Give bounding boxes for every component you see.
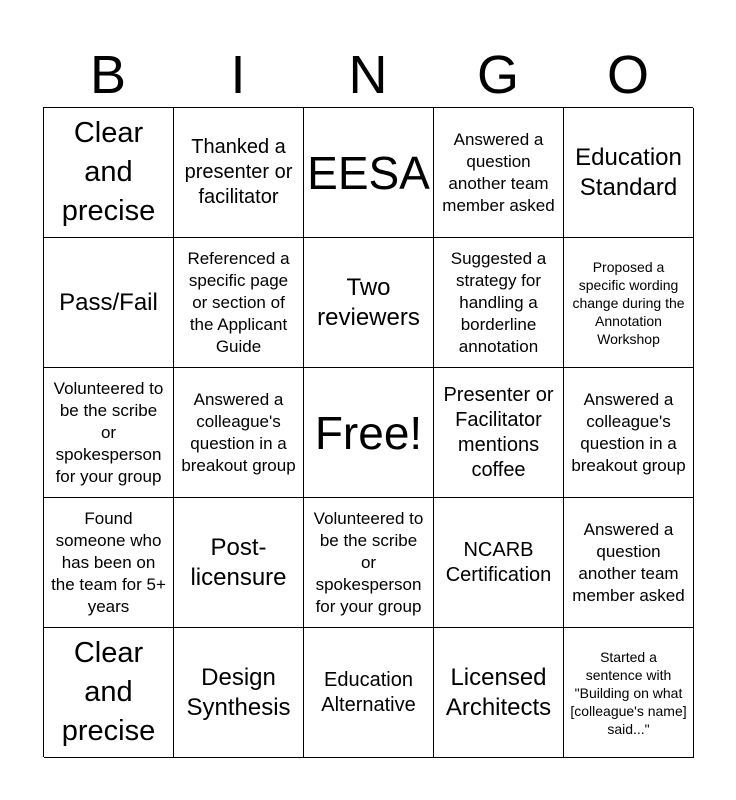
bingo-cell-text: Answered a colleague's question in a breakout group <box>571 389 686 475</box>
bingo-cell-text: Answered a colleague's question in a breakout group <box>181 389 296 475</box>
bingo-cell[interactable] <box>44 238 174 368</box>
bingo-cell-text: Found someone who has been on the team for 5+ years <box>51 508 166 616</box>
bingo-cell[interactable] <box>304 498 434 628</box>
bingo-cell[interactable] <box>434 238 564 368</box>
bingo-cell[interactable] <box>44 628 174 758</box>
bingo-cell[interactable] <box>174 108 304 238</box>
bingo-cell[interactable] <box>564 238 694 368</box>
header-letter-b: B <box>89 45 127 105</box>
bingo-cell[interactable] <box>434 498 564 628</box>
bingo-cell-text: Design Synthesis <box>186 663 291 721</box>
bingo-cell-text: Suggested a strategy for handling a borderline annotation <box>450 248 547 356</box>
bingo-cell-text: EESA <box>307 146 430 199</box>
header-letter-i: I <box>230 45 246 105</box>
bingo-cell-text: Education Alternative <box>321 668 416 716</box>
bingo-cell-free[interactable] <box>304 368 434 498</box>
bingo-cell[interactable] <box>44 368 174 498</box>
bingo-cell-text: Volunteered to be the scribe or spokesperson for your group <box>53 378 164 486</box>
bingo-cell[interactable] <box>564 108 694 238</box>
bingo-header <box>43 44 693 106</box>
bingo-cell[interactable] <box>304 108 434 238</box>
bingo-card <box>43 107 693 757</box>
bingo-cell-text: Two reviewers <box>317 273 420 331</box>
bingo-cell-text: Clear and precise <box>61 117 156 227</box>
bingo-cell-text: Volunteered to be the scribe or spokesperson for your group <box>313 508 424 616</box>
bingo-cell[interactable] <box>174 498 304 628</box>
bingo-cell-text: Licensed Architects <box>445 663 552 721</box>
header-letter-n: N <box>348 45 388 105</box>
bingo-cell-text: Clear and precise <box>61 637 156 747</box>
bingo-cell[interactable] <box>174 628 304 758</box>
bingo-cell-text: Referenced a specific page or section of the Applicant Guide <box>187 248 290 356</box>
bingo-cell-text: Answered a question another team member asked <box>442 129 555 215</box>
bingo-cell-text: Answered a question another team member asked <box>572 519 685 605</box>
bingo-cell[interactable] <box>434 368 564 498</box>
header-letter-g: G <box>476 45 519 105</box>
bingo-cell[interactable] <box>44 108 174 238</box>
bingo-cell[interactable] <box>434 108 564 238</box>
bingo-cell[interactable] <box>564 628 694 758</box>
bingo-cell-text: Started a sentence with "Building on what [colleague's name] said..." <box>570 648 687 737</box>
bingo-cell[interactable] <box>564 498 694 628</box>
header-letter-o: O <box>606 45 649 105</box>
bingo-cell[interactable] <box>434 628 564 758</box>
bingo-cell[interactable] <box>174 368 304 498</box>
bingo-cell[interactable] <box>174 238 304 368</box>
bingo-cell-text: Presenter or Facilitator mentions coffee <box>443 383 554 481</box>
bingo-cell[interactable] <box>304 238 434 368</box>
bingo-cell-text: Pass/Fail <box>59 288 158 316</box>
bingo-cell[interactable] <box>304 628 434 758</box>
bingo-cell-text: Proposed a specific wording change during the Annotation Workshop <box>572 258 685 347</box>
bingo-cell-text: Post-licensure <box>190 533 287 591</box>
bingo-cell[interactable] <box>564 368 694 498</box>
bingo-cell-text: Thanked a presenter or facilitator <box>184 136 293 208</box>
bingo-cell-text: NCARB Certification <box>445 538 552 586</box>
bingo-cell[interactable] <box>44 498 174 628</box>
bingo-cell-text: Education Standard <box>575 143 682 201</box>
bingo-cell-text: Free! <box>314 406 423 459</box>
